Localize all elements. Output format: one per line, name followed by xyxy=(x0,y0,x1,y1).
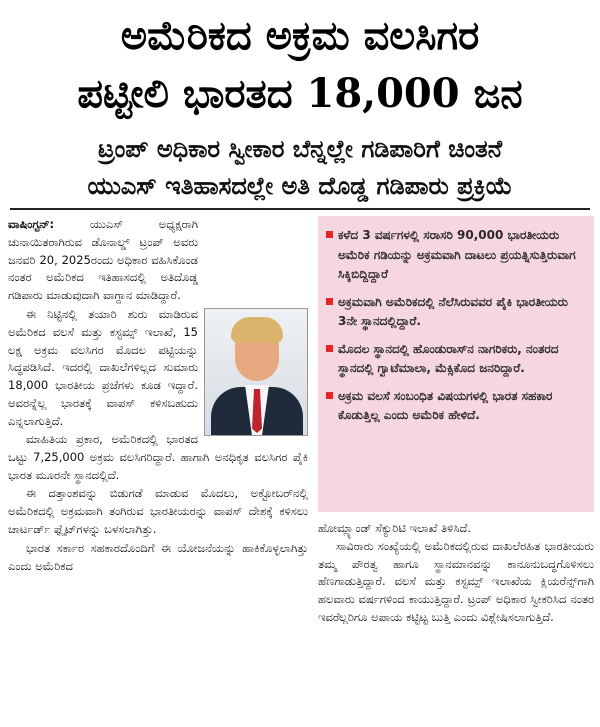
article-right-column xyxy=(318,520,594,706)
highlights-sidebar xyxy=(318,216,594,512)
article-paragraph-7: ಸಾವಿರಾರು ಸಂಖ್ಯೆಯಲ್ಲಿ ಅಮೆರಿಕದಲ್ಲಿರುವ ದಾಖಲೆರಹಿತ ಭಾರತೀಯರು ತಮ್ಮ ಪೌರತ್ವ ಹಾಗೂ ಸ್ಥಾನಮಾನವನ್ನು ಕಾನೂನುಬದ್ಧಗೊಳಿಸಲು ಹೆಣಗಾಡುತ್ತಿದ್ದಾರೆ. ವಲಸೆ ಮತ್ತು ಕಸ್ಟಮ್ಸ್ ಇಲಾಖೆಯ ಕ್ಲಿಯರೆನ್ಸ್‌ಗಾಗಿ ಹಲವಾರು ವರ್ಷಗಳಿಂದ ಕಾಯುತ್ತಿದ್ದಾರೆ. ಟ್ರಂಪ್ ಅಧಿಕಾರ ಸ್ವೀಕರಿಸಿದ ನಂತರ ಇವರೆಲ್ಲರಿಗೂ ಅಪಾಯ ಕಟ್ಟಿಟ್ಟ ಬುತ್ತಿ ಎಂದು ವಿಶ್ಲೇಷಿಸಲಾಗುತ್ತಿದೆ. xyxy=(318,538,594,624)
square-bullet-icon xyxy=(326,392,333,399)
photo-hair xyxy=(231,317,283,343)
headline-divider xyxy=(10,208,590,210)
subheadline-line-2: ಯುಎಸ್ ಇತಿಹಾಸದಲ್ಲೇ ಅತಿ ದೊಡ್ಡ ಗಡಿಪಾರು ಪ್ರಕ್ರಿಯೆ xyxy=(87,172,513,200)
article-wrap-block xyxy=(8,216,308,431)
article-paragraph-6: ಹೋಮ್ಲ್ಯಾಂಡ್ ಸೆಕ್ಯುರಿಟಿ ಇಲಾಖೆ ತಿಳಿಸಿದೆ. xyxy=(318,521,471,535)
highlight-text: ಅಕ್ರಮ ವಲಸೆ ಸಂಬಂಧಿತ ವಿಷಯಗಳಲ್ಲಿ ಭಾರತ ಸಹಕಾರ ಕೊಡುತ್ತಿಲ್ಲ ಎಂದು ಅಮೆರಿಕ ಹೇಳಿದೆ. xyxy=(338,388,553,422)
article-paragraph-4: ಈ ದತ್ತಾಂಶವನ್ನು ಬಿಡುಗಡೆ ಮಾಡುವ ಮೊದಲು, ಅಕ್ಟೋಬರ್‌ನಲ್ಲಿ ಅಮೆರಿಕದಲ್ಲಿ ಅಕ್ರಮವಾಗಿ ತಂಗಿರುವ ಭಾರತೀಯರನ್ನು ವಾಪಸ್ ದೇಶಕ್ಕೆ ಕಳಿಸಲು ಚಾರ್ಟರ್ಡ್ ಫ್ಲೈಟ್‌ಗಳನ್ನು ಬಳಸಲಾಗಿತ್ತು. xyxy=(8,486,308,536)
donald-trump-photo xyxy=(204,308,308,436)
highlight-item xyxy=(326,387,586,426)
highlight-item xyxy=(326,293,586,332)
article-paragraph-1-text: ಯುಎಸ್ ಅಧ್ಯಕ್ಷರಾಗಿ ಚುನಾಯಿತರಾಗಿರುವ ಡೊನಾಲ್ಡ್ ಟ್ರಂಪ್ ಅವರು ಜನವರಿ 20, 2025ರಂದು ಅಧಿಕಾರ ವಹಿಸಿಕೊಂಡ ನಂತರ ಅಮೆರಿಕದ ಇತಿಹಾಸದಲ್ಲಿ ಅತಿದೊಡ್ಡ ಗಡಿಪಾರು ಮಾಡುವುದಾಗಿ ವಾಗ್ದಾನ ಮಾಡಿದ್ದಾರೆ. xyxy=(8,217,199,303)
highlight-text: ಅಕ್ರಮವಾಗಿ ಅಮೆರಿಕದಲ್ಲಿ ನೆಲೆಸಿರುವವರ ಪೈಕಿ ಭಾರತೀಯರು 3ನೇ ಸ್ಥಾನದಲ್ಲಿದ್ದಾರೆ. xyxy=(338,294,568,328)
square-bullet-icon xyxy=(326,345,333,352)
dateline: ವಾಷಿಂಗ್ಟನ್: xyxy=(8,217,55,231)
highlight-item xyxy=(326,340,586,379)
article-paragraph-2: ಈ ನಿಟ್ಟಿನಲ್ಲಿ ತಯಾರಿ ಶುರು ಮಾಡಿರುವ ಅಮೆರಿಕದ ವಲಸೆ ಮತ್ತು ಕಸ್ಟಮ್ಸ್ ಇಲಾಖೆ, 15 ಲಕ್ಷ ಅಕ್ರಮ ವಲಸಿಗರ ಮೊದಲ ಪಟ್ಟಿಯನ್ನು ಸಿದ್ಧಪಡಿಸಿದೆ. ಇದರಲ್ಲಿ ದಾಖಲೆಗಳಿಲ್ಲದ ಸುಮಾರು 18,000 ಭಾರತೀಯ ಪ್ರಜೆಗಳು ಕೂಡ ಇದ್ದಾರೆ. ಅವರನ್ನೆಲ್ಲ ಭಾರತಕ್ಕೆ ವಾಪಸ್ ಕಳಿಸಬಹುದು ಎನ್ನಲಾಗುತ್ತಿದೆ. xyxy=(8,306,198,428)
highlight-text: ಕಳೆದ 3 ವರ್ಷಗಳಲ್ಲಿ ಸರಾಸರಿ 90,000 ಭಾರತೀಯರು ಅಮೆರಿಕ ಗಡಿಯನ್ನು ಅಕ್ರಮವಾಗಿ ದಾಟಲು ಪ್ರಯತ್ನಿಸುತ್ತಿರುವಾಗ ಸಿಕ್ಕಿಬಿದ್ದಿದ್ದಾರೆ xyxy=(338,228,576,281)
headline-line-2: ಪಟ್ಟೀಲಿ ಭಾರತದ 18,000 ಜನ xyxy=(77,70,523,117)
article-paragraph-5: ಭಾರತ ಸರ್ಕಾರ ಸಹಕಾರದೊಂದಿಗೆ ಈ ಯೋಜನೆಯನ್ನು ಹಾಕಿಕೊಳ್ಳಲಾಗಿತ್ತು ಎಂದು ಅಮೆರಿಕದ xyxy=(8,540,308,573)
headline-line-1: ಅಮೆರಿಕದ ಅಕ್ರಮ ವಲಸಿಗರ xyxy=(120,12,480,59)
highlight-item xyxy=(326,226,586,285)
square-bullet-icon xyxy=(326,298,333,305)
article-paragraph-1 xyxy=(8,216,308,305)
subheadline-line-1: ಟ್ರಂಪ್ ಅಧಿಕಾರ ಸ್ವೀಕಾರ ಬೆನ್ನಲ್ಲೇ ಗಡಿಪಾರಿಗೆ ಚಿಂತನೆ xyxy=(97,135,503,163)
square-bullet-icon xyxy=(326,231,333,238)
article-paragraph-3: ಮಾಹಿತಿಯ ಪ್ರಕಾರ, ಅಮೆರಿಕದಲ್ಲಿ ಭಾರತದ ಒಟ್ಟು 7,25,000 ಅಕ್ರಮ ವಲಸಿಗರಿದ್ದಾರೆ. ಹಾಗಾಗಿ ಅನಧಿಕೃತ ವಲಸಿಗರ ಪೈಕಿ ಭಾರತ ಮೂರನೇ ಸ್ಥಾನದಲ್ಲಿದೆ. xyxy=(8,432,308,482)
article-left-column xyxy=(8,216,308,706)
highlight-text: ಮೊದಲ ಸ್ಥಾನದಲ್ಲಿ ಹೊಂಡುರಾಸ್‌ನ ನಾಗರಿಕರು, ನಂತರದ ಸ್ಥಾನದಲ್ಲಿ ಗ್ವಾಟೆಮಾಲಾ, ಮೆಕ್ಸಿಕೊದ ಜನರಿದ್ದಾರೆ. xyxy=(338,341,559,375)
